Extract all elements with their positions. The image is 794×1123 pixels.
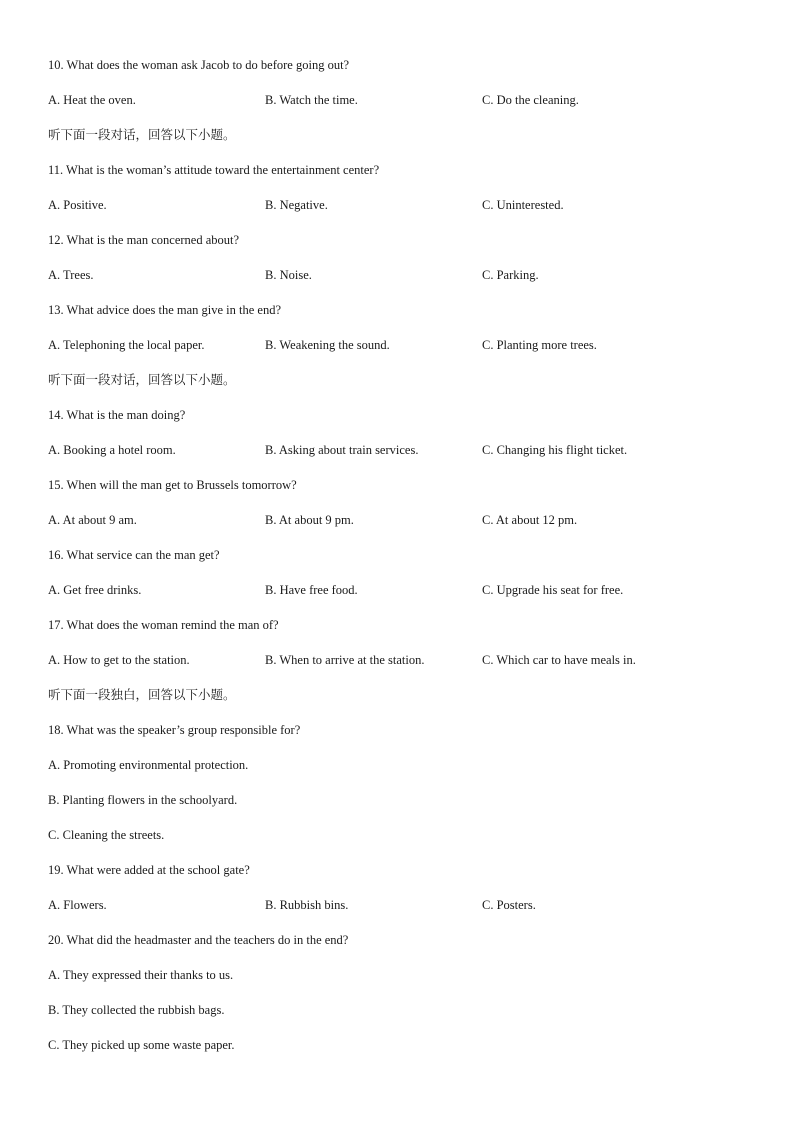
option-b: B. Noise. (265, 268, 312, 282)
exam-page (48, 56, 768, 1071)
options-row-16 (48, 581, 768, 616)
option-b: B. Negative. (265, 198, 328, 212)
option-c: C. Uninterested. (482, 198, 564, 212)
section-instruction: 听下面一段对话，回答以下小题。 (48, 127, 236, 142)
option-a: A. Heat the oven. (48, 93, 136, 107)
option-c: C. Changing his flight ticket. (482, 443, 628, 457)
question-16: 16. What service can the man get? (48, 548, 220, 562)
option-c: C. Parking. (482, 268, 539, 282)
option-c: C. Upgrade his seat for free. (482, 583, 624, 597)
option-a: A. At about 9 am. (48, 513, 137, 527)
option-c: C. At about 12 pm. (482, 513, 578, 527)
option-b: B. Have free food. (265, 583, 358, 597)
option-c: C. Posters. (482, 898, 536, 912)
question-14: 14. What is the man doing? (48, 408, 186, 422)
options-row-19 (48, 896, 768, 931)
options-row-11 (48, 196, 768, 231)
question-18: 18. What was the speaker’s group responsible for? (48, 723, 301, 737)
options-row-12 (48, 266, 768, 301)
question-12: 12. What is the man concerned about? (48, 233, 240, 247)
question-20: 20. What did the headmaster and the teachers do in the end? (48, 933, 349, 947)
option-a: A. Telephoning the local paper. (48, 338, 205, 352)
option-b: B. Rubbish bins. (265, 898, 349, 912)
section-instruction: 听下面一段独白，回答以下小题。 (48, 687, 236, 702)
question-17: 17. What does the woman remind the man of? (48, 618, 279, 632)
option-a: A. Get free drinks. (48, 583, 142, 597)
option-b: B. They collected the rubbish bags. (48, 1003, 225, 1017)
option-a: A. Trees. (48, 268, 94, 282)
question-15: 15. When will the man get to Brussels tomorrow? (48, 478, 297, 492)
option-a: A. Flowers. (48, 898, 107, 912)
option-b: B. Weakening the sound. (265, 338, 390, 352)
option-a: A. Positive. (48, 198, 107, 212)
option-c: C. Cleaning the streets. (48, 828, 165, 842)
option-a: A. They expressed their thanks to us. (48, 968, 234, 982)
options-row-17 (48, 651, 768, 686)
option-b: B. When to arrive at the station. (265, 653, 425, 667)
options-row-15 (48, 511, 768, 546)
option-c: C. Planting more trees. (482, 338, 597, 352)
section-instruction: 听下面一段对话，回答以下小题。 (48, 372, 236, 387)
question-10: 10. What does the woman ask Jacob to do before going out? (48, 58, 350, 72)
option-a: A. Booking a hotel room. (48, 443, 176, 457)
options-row-14 (48, 441, 768, 476)
question-13: 13. What advice does the man give in the end? (48, 303, 282, 317)
options-row-13 (48, 336, 768, 371)
question-19: 19. What were added at the school gate? (48, 863, 250, 877)
option-c: C. They picked up some waste paper. (48, 1038, 235, 1052)
option-b: B. Asking about train services. (265, 443, 419, 457)
options-row-10 (48, 91, 768, 126)
option-a: A. How to get to the station. (48, 653, 190, 667)
option-b: B. Watch the time. (265, 93, 358, 107)
option-c: C. Which car to have meals in. (482, 653, 636, 667)
option-c: C. Do the cleaning. (482, 93, 579, 107)
option-b: B. Planting flowers in the schoolyard. (48, 793, 238, 807)
option-b: B. At about 9 pm. (265, 513, 354, 527)
question-11: 11. What is the woman’s attitude toward the entertainment center? (48, 163, 380, 177)
option-a: A. Promoting environmental protection. (48, 758, 249, 772)
